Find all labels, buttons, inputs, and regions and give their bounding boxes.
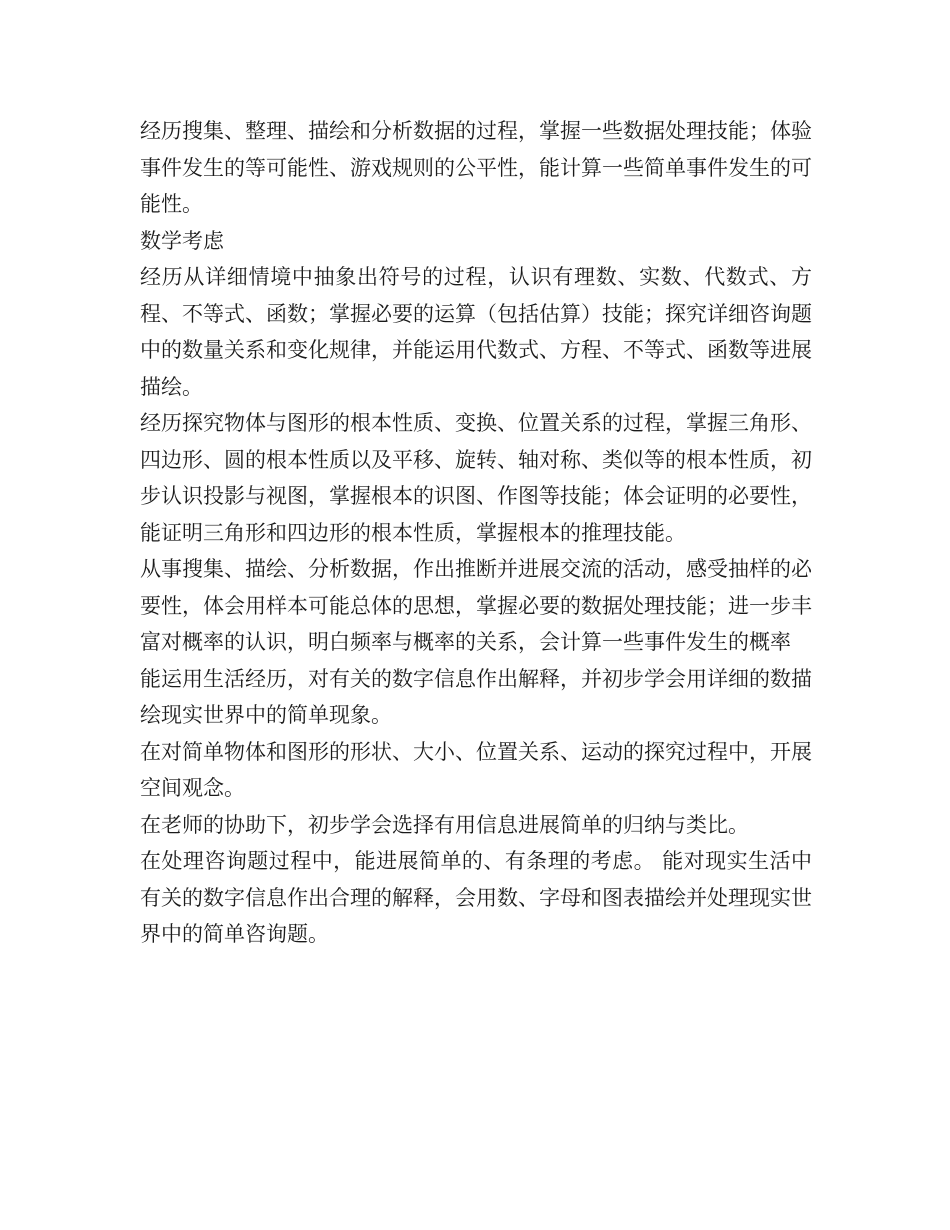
paragraph-induction-analogy: 在老师的协助下，初步学会选择有用信息进展简单的归纳与类比。 <box>140 812 749 837</box>
section-heading-math-thinking: 数学考虑 <box>140 228 224 253</box>
document-page <box>140 113 812 953</box>
paragraph-spatial-concepts: 在对简单物体和图形的形状、大小、位置关系、运动的探究过程中，开展空间观念。 <box>140 739 812 800</box>
paragraph-statistics-probability: 从事搜集、描绘、分析数据，作出推断并进展交流的活动，感受抽样的必要性，体会用样本可能总体的思想，掌握必要的数据处理技能；进一步丰富对概率的认识，明白频率与概率的关系，会计算一些事件发生的概率 <box>140 557 812 654</box>
paragraph-geometry: 经历探究物体与图形的根本性质、变换、位置关系的过程，掌握三角形、四边形、圆的根本性质以及平移、旋转、轴对称、类似等的根本性质，初步认识投影与视图，掌握根本的识图、作图等技能；体会证明的必要性，能证明三角形和四边形的根本性质，掌握根本的推理技能。 <box>140 411 812 545</box>
paragraph-numbers-algebra: 经历从详细情境中抽象出符号的过程，认识有理数、实数、代数式、方程、不等式、函数；掌握必要的运算（包括估算）技能；探究详细咨询题中的数量关系和变化规律，并能运用代数式、方程、不等式、函数等进展描绘。 <box>140 265 812 399</box>
paragraph-problem-solving: 在处理咨询题过程中，能进展简单的、有条理的考虑。 能对现实生活中有关的数字信息作出合理的解释，会用数、字母和图表描绘并处理现实世界中的简单咨询题。 <box>140 849 812 946</box>
paragraph-data-handling: 经历搜集、整理、描绘和分析数据的过程，掌握一些数据处理技能；体验事件发生的等可能性、游戏规则的公平性，能计算一些简单事件发生的可能性。 <box>140 119 812 216</box>
paragraph-life-experience: 能运用生活经历，对有关的数字信息作出解释，并初步学会用详细的数描绘现实世界中的简单现象。 <box>140 666 812 727</box>
